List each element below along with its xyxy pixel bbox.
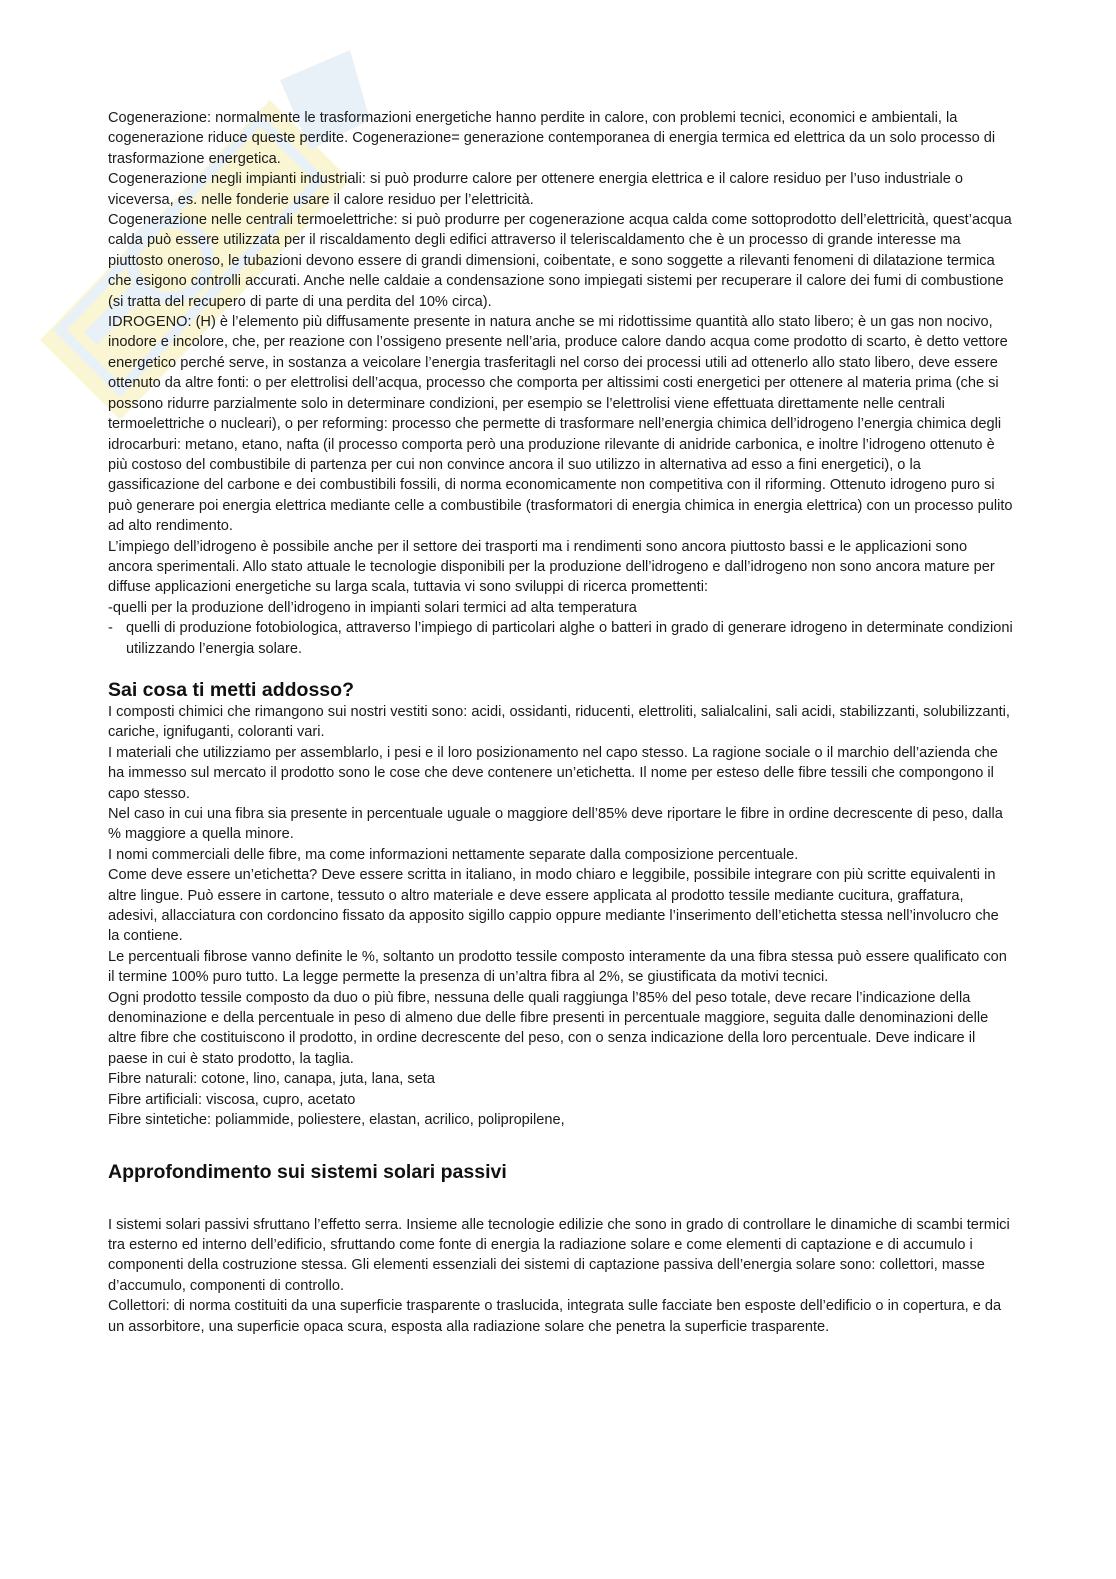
section-heading: Approfondimento sui sistemi solari passivi <box>108 1160 507 1183</box>
paragraph: Come deve essere un’etichetta? Deve essere scritta in italiano, in modo chiaro e leggibile, possibile integrare con più scritte equivalenti in altre lingue. Può essere in cartone, tessuto o altro materiale e deve essere applicata al prodotto tessile mediante cucitura, graffatura, adesivi, allacciatura con cordoncino fissato da apposito sigillo cappio oppure mediante l’inserimento dell’etichetta stessa nell’involucro che la contiene. <box>108 867 999 945</box>
paragraph: Cogenerazione: normalmente le trasformazioni energetiche hanno perdite in calore, con problemi tecnici, economici e ambientali, la cogenerazione riduce queste perdite. Cogenerazione= generazione contemporanea di energia termica ed elettrica da un solo processo di trasformazione energetica. <box>108 110 996 167</box>
paragraph: I nomi commerciali delle fibre, ma come informazioni nettamente separate dalla composizione percentuale. <box>108 846 799 863</box>
dash-list-item <box>108 618 1013 659</box>
paragraph: -quelli per la produzione dell’idrogeno in impianti solari termici ad alta temperatura <box>108 599 637 616</box>
paragraph: Fibre naturali: cotone, lino, canapa, juta, lana, seta <box>108 1071 435 1088</box>
paragraph: I sistemi solari passivi sfruttano l’effetto serra. Insieme alle tecnologie edilizie che sono in grado di controllare le dinamiche di scambi termici tra esterno ed interno dell’edificio, sfruttando come fonte di energia la radiazione solare e come elementi di captazione e di accumulo i componenti della costruzione stessa. Gli elementi essenziali dei sistemi di captazione passiva dell’energia solare sono: collettori, masse d’accumulo, componenti di controllo. <box>108 1216 1010 1294</box>
dash-item-text: quelli di produzione fotobiologica, attraverso l’impiego di particolari alghe o batteri in grado di generare idrogeno in determinate condizioni utilizzando l’energia solare. <box>126 620 1013 657</box>
section-etichette-tessili <box>108 702 1013 1131</box>
paragraph: Collettori: di norma costituiti da una superficie trasparente o traslucida, integrata sulle facciate ben esposte dell’edificio o in copertura, e da un assorbitore, una superficie opaca scura, esposta alla radiazione solare che penetra la superficie trasparente. <box>108 1298 1002 1335</box>
paragraph: Nel caso in cui una fibra sia presente in percentuale uguale o maggiore dell’85% deve riportare le fibre in ordine decrescente di peso, dalla % maggiore a quella minore. <box>108 806 1003 843</box>
paragraph: Cogenerazione negli impianti industriali: si può produrre calore per ottenere energia elettrica e il calore residuo per l’uso industriale o viceversa, es. nelle fonderie usare il calore residuo per l’elettricità. <box>108 171 964 208</box>
paragraph: Fibre artificiali: viscosa, cupro, acetato <box>108 1091 356 1108</box>
section-heading: Sai cosa ti metti addosso? <box>108 678 354 701</box>
paragraph: L’impiego dell’idrogeno è possibile anche per il settore dei trasporti ma i rendimenti sono ancora piuttosto bassi e le applicazioni sono ancora sperimentali. Allo stato attuale le tecnologie disponibili per la produzione dell’idrogeno e dall’idrogeno non sono ancora mature per diffuse applicazioni energetiche su larga scala, tuttavia vi sono sviluppi di ricerca promettenti: <box>108 538 995 596</box>
paragraph: Le percentuali fibrose vanno definite le %, soltanto un prodotto tessile composto interamente da una fibra stessa può essere qualificato con il termine 100% puro tutto. La legge permette la presenza di un’altra fibra al 2%, se giustificata da motivi tecnici. <box>108 948 1007 986</box>
dash-marker: - <box>108 620 113 637</box>
paragraph: IDROGENO: (H) è l’elemento più diffusamente presente in natura anche se mi ridottissime quantità allo stato libero; è un gas non nocivo, inodore e incolore, che, per reazione con l’ossigeno presente nell’aria, produce calore dando acqua come prodotto di scarto, è detto vettore energetico perché serve, in sostanza a veicolare l’energia trasferitagli nel corso dei processi utili ad ottenerlo allo stato libero, deve essere ottenuto da altre fonti: o per elettrolisi dell’acqua, processo che comporta per altissimi costi energetici per ottenere al materia prima (che si possono ridurre parzialmente solo in determinare condizioni, per esempio se l’elettrolisi viene effettuata direttamente nelle centrali termoelettriche o nucleari), o per reforming: processo che permette di trasformare nell’energia chimica dell’idrogeno l’energia chimica degli idrocarburi: metano, etano, nafta (il processo comporta però una produzione rilevante di anidride carbonica, e inoltre l’idrogeno ottenuto è più costoso del combustibile di partenza per cui non convince ancora il suo utilizzo in alternativa ad esso a fini energetici), o la gassificazione del carbone e dei combustibili fossili, di norma economicamente non competitiva con il riforming. Ottenuto idrogeno puro si può generare poi energia elettrica mediante celle a combustibile (trasformatori di energia chimica in energia elettrica) con un processo pulito ad alto rendimento. <box>108 314 1013 535</box>
paragraph: I materiali che utilizziamo per assemblarlo, i pesi e il loro posizionamento nel capo stesso. La ragione sociale o il marchio dell’azienda che ha immesso sul mercato il prodotto sono le cose che deve contenere un’etichetta. Il nome per esteso delle fibre tessili che compongono il capo stesso. <box>108 744 998 802</box>
section-sistemi-solari-passivi <box>108 1215 1013 1337</box>
paragraph: Ogni prodotto tessile composto da duo o più fibre, nessuna delle quali raggiunga l’85% del peso totale, deve recare l’indicazione della denominazione e della percentuale in peso di almeno due delle fibre presenti in percentuale maggiore, seguita dalle denominazioni delle altre fibre che costituiscono il prodotto, in ordine decrescente del peso, con o senza indicazione della loro percentuale. Deve indicare il paese in cui è stato prodotto, la taglia. <box>108 989 989 1067</box>
paragraph: Cogenerazione nelle centrali termoelettriche: si può produrre per cogenerazione acqua calda come sottoprodotto dell’elettricità, quest’acqua calda può essere utilizzata per il riscaldamento degli edifici attraverso il teleriscaldamento che è un processo di grande interesse ma piuttosto oneroso, le tubazioni devono essere di grandi dimensioni, coibentate, e sono soggette a rilevanti fenomeni di dilatazione termica che esigono controlli accurati. Anche nelle caldaie a condensazione sono impiegati sistemi per recuperare il calore dei fumi di combustione (si tratta del recupero di parte di una perdita del 10% circa). <box>108 212 1012 310</box>
section-cogenerazione-idrogeno <box>108 108 1013 659</box>
paragraph: I composti chimici che rimangono sui nostri vestiti sono: acidi, ossidanti, riducenti, elettroliti, salialcalini, sali acidi, stabilizzanti, solubilizzanti, cariche, ignifuganti, coloranti vari. <box>108 703 1010 741</box>
document-body <box>108 108 1013 1337</box>
paragraph: Fibre sintetiche: poliammide, poliestere, elastan, acrilico, polipropilene, <box>108 1112 565 1129</box>
